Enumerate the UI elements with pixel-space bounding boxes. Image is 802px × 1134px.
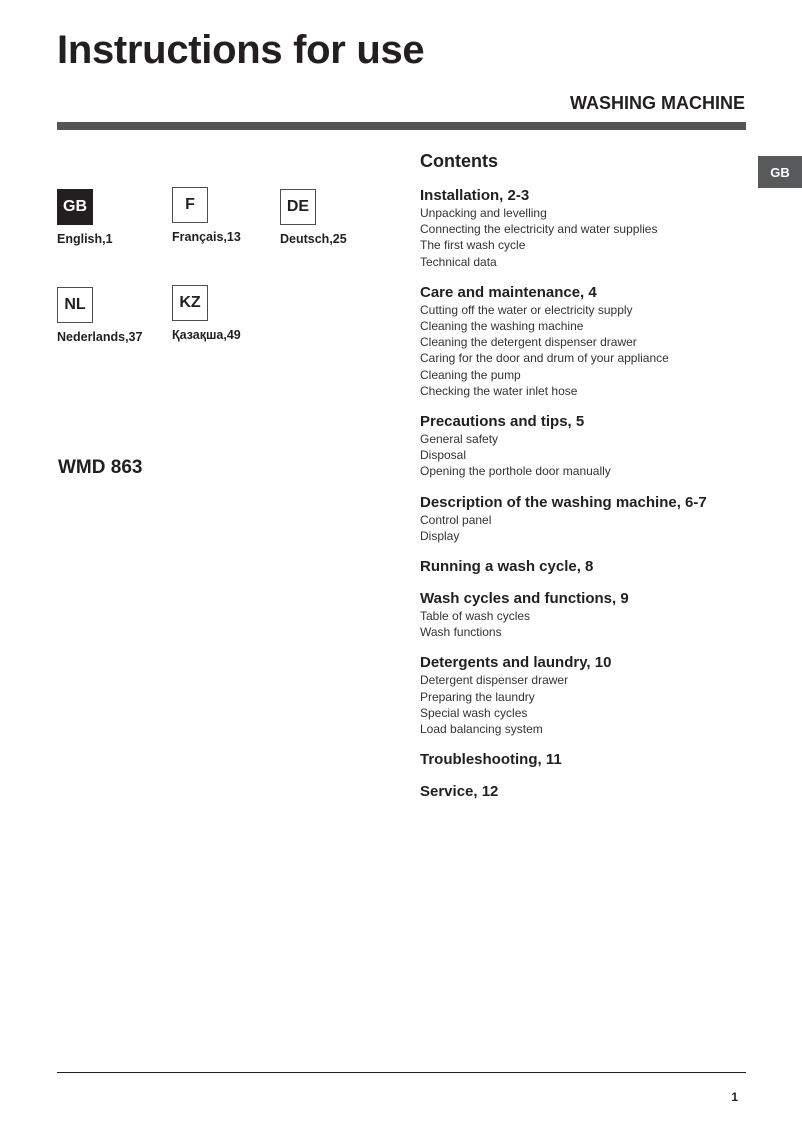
language-label: Қазақша,49 [172,328,241,342]
table-of-contents [420,187,760,815]
toc-section-title[interactable]: Troubleshooting, 11 [420,751,562,769]
toc-item[interactable]: Cleaning the detergent dispenser drawer [420,335,637,350]
language-tab-gb: GB [758,156,802,188]
toc-section-title[interactable]: Running a wash cycle, 8 [420,558,594,576]
toc-section-title[interactable]: Installation, 2-3 [420,187,530,204]
page-title: Instructions for use [57,28,425,72]
language-item-gb[interactable] [57,189,167,246]
toc-section-title[interactable]: Care and maintenance, 4 [420,283,597,301]
toc-item[interactable]: Checking the water inlet hose [420,383,578,398]
model-number: WMD 863 [58,457,143,478]
language-code-box: KZ [172,285,208,321]
toc-item[interactable]: Detergent dispenser drawer [420,673,569,688]
language-item-de[interactable] [280,189,390,246]
toc-item[interactable]: Connecting the electricity and water supplies [420,222,658,237]
toc-item[interactable]: Special wash cycles [420,705,528,720]
language-label: Deutsch,25 [280,232,347,246]
toc-item[interactable]: Preparing the laundry [420,689,535,704]
toc-item[interactable]: Technical data [420,254,497,269]
toc-section [420,558,760,576]
toc-section-title[interactable]: Service, 12 [420,783,499,801]
language-item-kz[interactable] [172,285,282,342]
toc-item[interactable]: Cleaning the pump [420,367,521,382]
language-label: English,1 [57,232,113,246]
language-code-box: NL [57,287,93,323]
toc-item[interactable]: General safety [420,432,499,447]
toc-section-title[interactable]: Description of the washing machine, 6-7 [420,493,707,511]
toc-item[interactable]: Cleaning the washing machine [420,319,584,334]
language-label: Nederlands,37 [57,330,143,344]
toc-section [420,783,760,801]
toc-item[interactable]: Wash functions [420,625,502,640]
language-item-f[interactable] [172,187,282,244]
language-code-box: GB [57,189,93,225]
toc-item[interactable]: Table of wash cycles [420,609,531,624]
page-number: 1 [731,1090,738,1104]
toc-item[interactable]: Opening the porthole door manually [420,464,611,479]
toc-item[interactable]: The first wash cycle [420,238,526,253]
product-subtitle: WASHING MACHINE [570,93,745,113]
language-label: Français,13 [172,230,241,244]
toc-item[interactable]: Unpacking and levelling [420,206,547,220]
footer-divider [57,1072,746,1073]
language-code-box: F [172,187,208,223]
toc-section [420,187,760,270]
contents-heading: Contents [420,151,498,171]
toc-section-title[interactable]: Precautions and tips, 5 [420,413,585,431]
toc-item[interactable]: Display [420,528,460,543]
toc-item[interactable]: Load balancing system [420,722,543,737]
toc-section [420,654,760,737]
toc-section [420,751,760,769]
toc-item[interactable]: Disposal [420,448,467,463]
toc-item[interactable]: Control panel [420,512,492,527]
language-item-nl[interactable] [57,287,167,344]
toc-section [420,494,760,544]
toc-section-title[interactable]: Detergents and laundry, 10 [420,654,612,672]
toc-item[interactable]: Cutting off the water or electricity supply [420,302,633,317]
toc-section [420,284,760,399]
toc-section [420,413,760,480]
toc-section [420,590,760,640]
header-divider [57,122,746,130]
toc-item[interactable]: Caring for the door and drum of your appliance [420,351,669,366]
toc-section-title[interactable]: Wash cycles and functions, 9 [420,590,629,608]
language-code-box: DE [280,189,316,225]
